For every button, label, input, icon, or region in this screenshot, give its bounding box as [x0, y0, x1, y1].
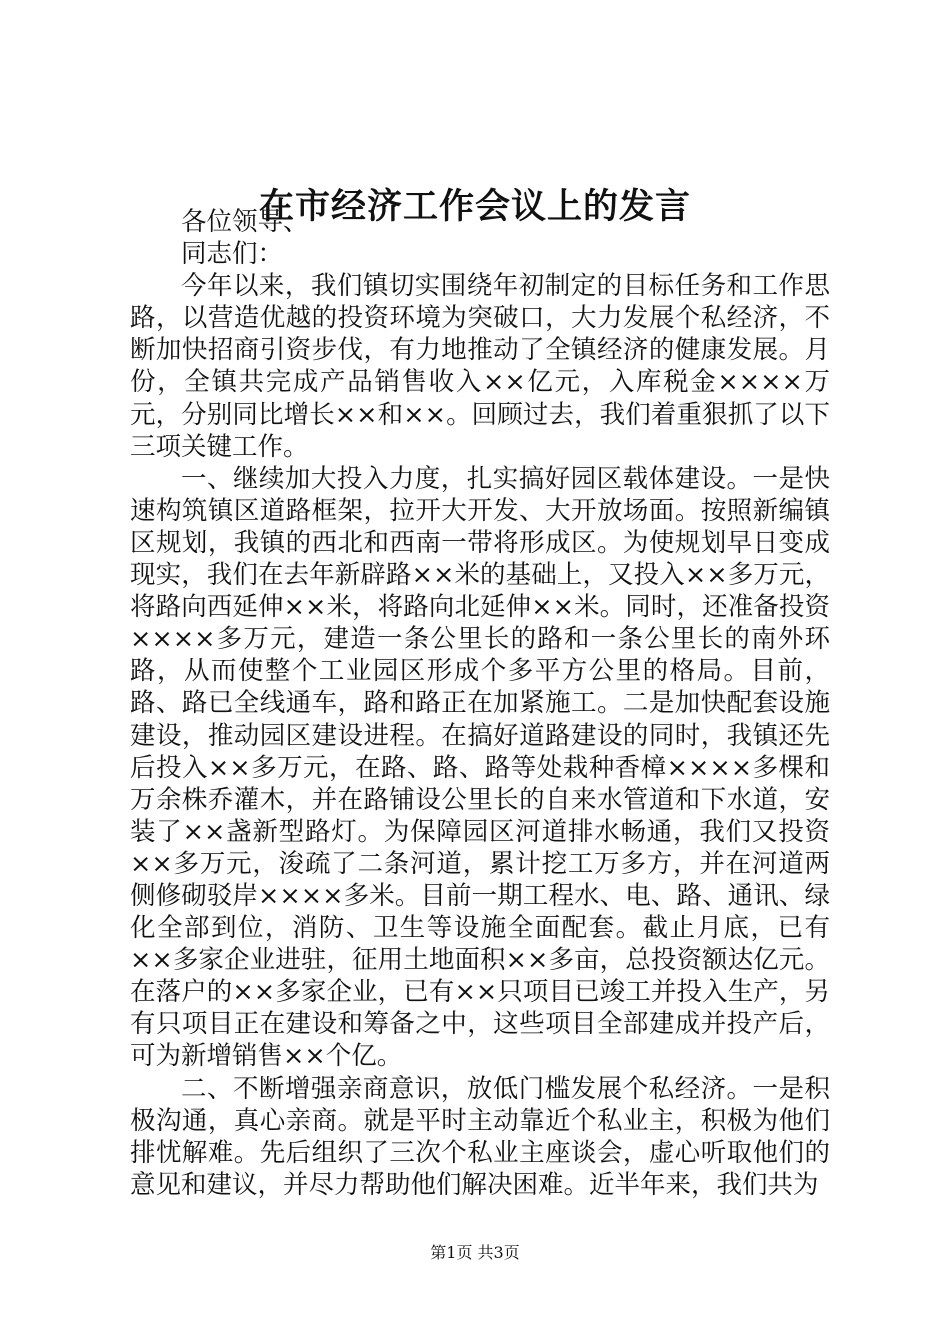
salutation-line: 各位领导、: [181, 207, 309, 237]
page-number-footer: 第1页 共3页: [430, 1243, 520, 1262]
paragraph: 今年以来，我们镇切实围绕年初制定的目标任务和工作思路，以营造优越的投资环境为突破口，大力发展个私经济，不断加快招商引资步伐，有力地推动了全镇经济的健康发展。月份，全镇共完成产品销售收入××亿元，入库税金××××万元，分别同比增长××和××。回顾过去，我们着重狠抓了以下三项关键工作。: [130, 271, 830, 462]
paragraph: 一、继续加大投入力度，扎实搞好园区载体建设。一是快速构筑镇区道路框架，拉开大开发、大开放场面。按照新编镇区规划，我镇的西北和西南一带将形成区。为使规划早日变成现实，我们在去年新辟路××米的基础上，又投入××多万元，将路向西延伸××米，将路向北延伸××米。同时，还准备投资××××多万元，建造一条公里长的路和一条公里长的南外环路，从而使整个工业园区形成个多平方公里的格局。目前，路、路已全线通车，路和路正在加紧施工。二是加快配套设施建设，推动园区建设进程。在搞好道路建设的同时，我镇还先后投入××多万元，在路、路、路等处栽种香樟××××多棵和万余株乔灌木，并在路铺设公里长的自来水管道和下水道，安装了××盏新型路灯。为保障园区河道排水畅通，我们又投资××多万元，浚疏了二条河道，累计挖工万多方，并在河道两侧修砌驳岸××××多米。目前一期工程水、电、路、通讯、绿化全部到位，消防、卫生等设施全面配套。截止月底，已有××多家企业进驻，征用土地面积××多亩，总投资额达亿元。在落户的××多家企业，已有××只项目已竣工并投入生产，另有只项目正在建设和筹备之中，这些项目全部建成并投产后，可为新增销售××个亿。: [130, 463, 830, 1072]
document-title: 在市经济工作会议上的发言: [258, 186, 691, 227]
salutation-line: 同志们：: [181, 239, 284, 270]
paragraph: 二、不断增强亲商意识，放低门槛发展个私经济。一是积极沟通，真心亲商。就是平时主动靠近个私业主，积极为他们排忧解难。先后组织了三次个私业主座谈会，虚心听取他们的意见和建议，并尽力帮助他们解决困难。近半年来，我们共为: [130, 1073, 830, 1200]
document-body: [130, 206, 830, 1201]
